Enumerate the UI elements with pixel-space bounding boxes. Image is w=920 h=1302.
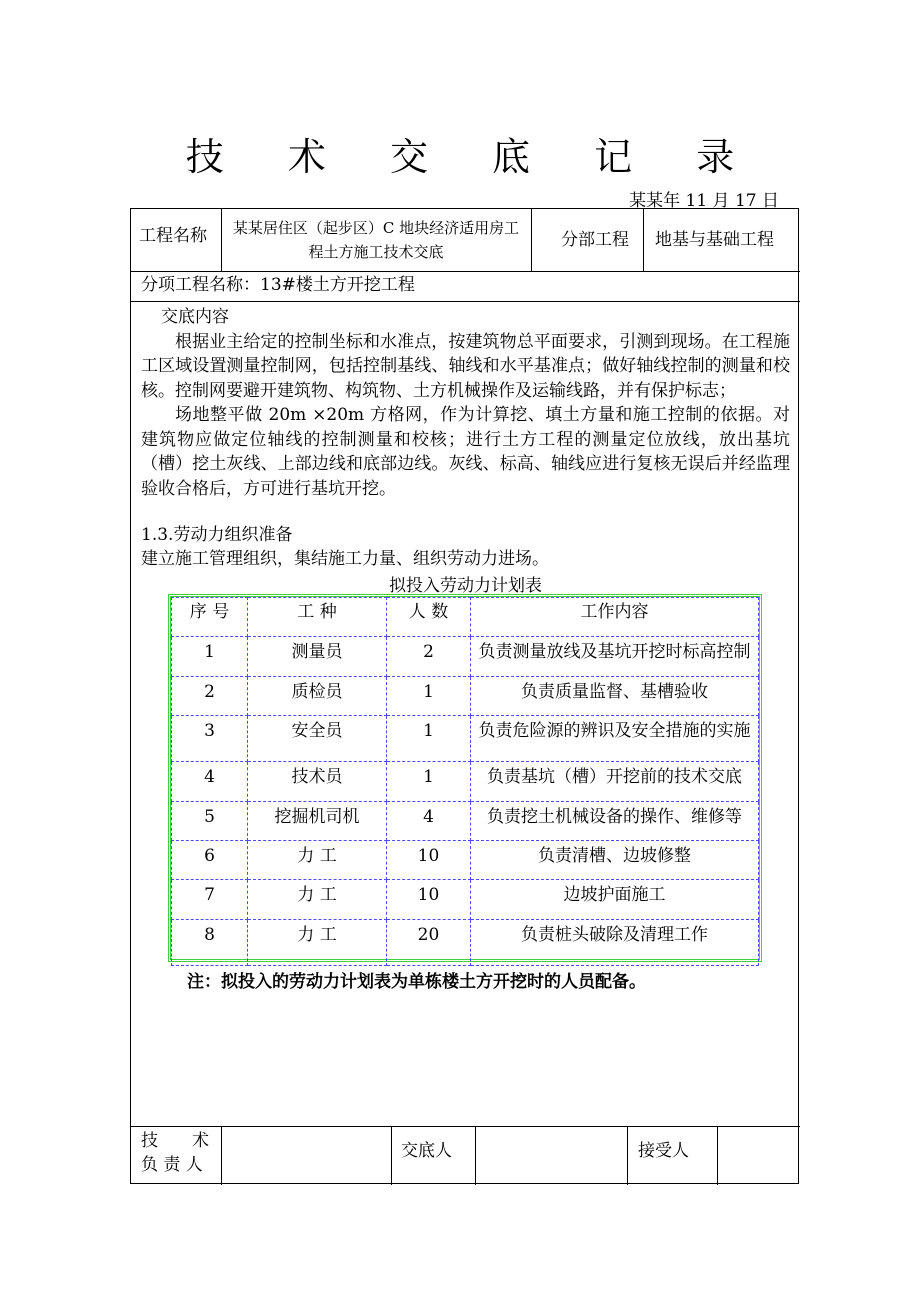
table-row: [172, 716, 759, 762]
row-number: 6: [172, 840, 248, 879]
table-row: [172, 919, 759, 965]
column-header: 工作内容: [471, 598, 759, 637]
headcount: 2: [387, 637, 471, 676]
division-value: 地基与基础工程: [655, 230, 774, 250]
content-heading: 交底内容: [161, 307, 229, 327]
work-content: 边坡护面施工: [471, 880, 759, 919]
row-number: 3: [172, 716, 248, 762]
column-header: 序 号: [172, 598, 248, 637]
headcount: 4: [387, 801, 471, 840]
row-number: 5: [172, 801, 248, 840]
table-row: [172, 762, 759, 801]
col-divider: [221, 209, 222, 271]
headcount: 1: [387, 676, 471, 715]
row-divider: [131, 271, 800, 272]
col-divider: [531, 209, 532, 271]
discloser-label: 交底人: [401, 1141, 452, 1161]
table-header-row: [172, 598, 759, 637]
work-content: 负责桩头破除及清理工作: [471, 919, 759, 965]
row-number: 2: [172, 676, 248, 715]
work-content: 负责基坑（槽）开挖前的技术交底: [471, 762, 759, 801]
work-content: 负责清槽、边坡修整: [471, 840, 759, 879]
col-divider: [627, 1126, 628, 1185]
headcount: 1: [387, 762, 471, 801]
row-number: 1: [172, 637, 248, 676]
division-label: 分部工程: [561, 230, 629, 250]
table-row: [172, 676, 759, 715]
job-type: 力 工: [248, 840, 387, 879]
record-form: [130, 208, 799, 1184]
labor-plan-table: [168, 594, 762, 962]
tech-lead-label-line2: 负 责 人: [141, 1155, 203, 1175]
job-type: 安全员: [248, 716, 387, 762]
job-type: 挖掘机司机: [248, 801, 387, 840]
col-divider: [221, 1126, 222, 1185]
content-paragraph-2: 场地整平做 20m ×20m 方格网，作为计算挖、填土方量和施工控制的依据。对建筑物应做定位轴线的控制测量和校核；进行土方工程的测量定位放线，放出基坑（槽）挖土灰线、上部边线和底部边线。灰线、标高、轴线应进行复核无误后并经监理验收合格后，方可进行基坑开挖。: [141, 405, 790, 499]
tech-lead-label: [141, 1129, 215, 1177]
work-content: 负责质量监督、基槽验收: [471, 676, 759, 715]
job-type: 技术员: [248, 762, 387, 801]
col-divider: [717, 1126, 718, 1185]
document-date: 某某年 11 月 17 日: [629, 191, 779, 211]
section-text: 建立施工管理组织，集结施工力量、组织劳动力进场。: [141, 549, 549, 569]
tech-lead-label-line1: 技 术: [141, 1131, 209, 1151]
job-type: 力 工: [248, 919, 387, 965]
col-divider: [391, 1126, 392, 1185]
work-content: 负责测量放线及基坑开挖时标高控制: [471, 637, 759, 676]
row-number: 7: [172, 880, 248, 919]
labor-table-caption: 拟投入劳动力计划表: [389, 576, 542, 596]
headcount: 20: [387, 919, 471, 965]
subitem-name: 分项工程名称：13#楼土方开挖工程: [141, 275, 415, 295]
headcount: 1: [387, 716, 471, 762]
table-row: [172, 801, 759, 840]
col-divider: [475, 1126, 476, 1185]
table-row: [172, 880, 759, 919]
job-type: 力 工: [248, 880, 387, 919]
job-type: 测量员: [248, 637, 387, 676]
column-header: 工 种: [248, 598, 387, 637]
section-title: 1.3.劳动力组织准备: [141, 525, 293, 545]
job-type: 质检员: [248, 676, 387, 715]
work-content: 负责挖土机械设备的操作、维修等: [471, 801, 759, 840]
column-header: 人 数: [387, 598, 471, 637]
row-number: 8: [172, 919, 248, 965]
row-divider: [131, 1126, 800, 1127]
headcount: 10: [387, 880, 471, 919]
labor-table-note: 注：拟投入的劳动力计划表为单栋楼土方开挖时的人员配备。: [187, 972, 646, 992]
row-divider: [131, 301, 800, 302]
project-name-value: 某某居住区（起步区）C 地块经济适用房工程土方施工技术交底: [232, 219, 520, 261]
headcount: 10: [387, 840, 471, 879]
table-row: [172, 637, 759, 676]
project-name-label: 工程名称: [139, 226, 207, 246]
disclosure-content: [141, 305, 790, 501]
col-divider: [643, 209, 644, 271]
row-number: 4: [172, 762, 248, 801]
receiver-label: 接受人: [638, 1141, 689, 1161]
content-paragraph-1: 根据业主给定的控制坐标和水准点，按建筑物总平面要求，引测到现场。在工程施工区域设置测量控制网，包括控制基线、轴线和水平基准点；做好轴线控制的测量和校核。控制网要避开建筑物、构筑物、土方机械操作及运输线路，并有保护标志；: [141, 331, 790, 401]
work-content: 负责危险源的辨识及安全措施的实施: [471, 716, 759, 762]
table-row: [172, 840, 759, 879]
document-title: 技 术 交 底 记 录: [185, 135, 761, 179]
